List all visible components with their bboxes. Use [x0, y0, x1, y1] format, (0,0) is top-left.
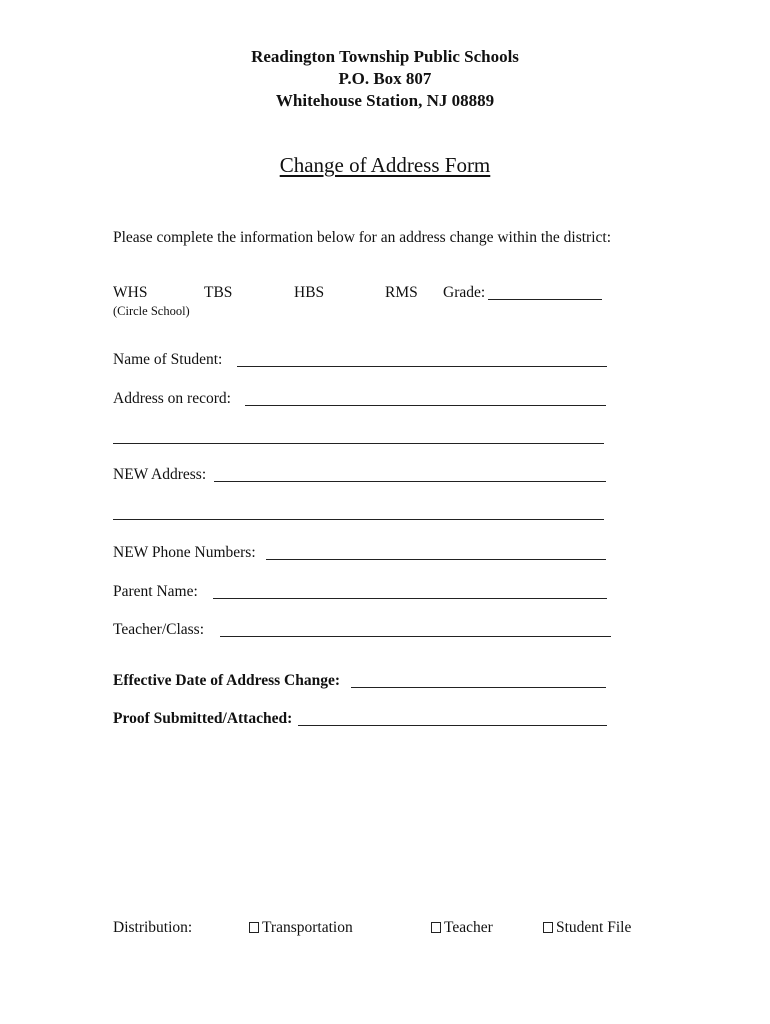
new-address-field[interactable] — [214, 481, 606, 482]
checkbox-icon[interactable] — [249, 922, 259, 933]
address-on-record-field[interactable] — [245, 405, 606, 406]
parent-name-label: Parent Name: — [113, 583, 198, 600]
school-option-tbs[interactable]: TBS — [204, 284, 233, 301]
grade-label: Grade: — [443, 284, 486, 301]
distribution-label: Distribution: — [113, 919, 193, 936]
district-name: Readington Township Public Schools — [251, 47, 519, 66]
new-phone-label: NEW Phone Numbers: — [113, 544, 256, 561]
school-option-rms[interactable]: RMS — [385, 284, 418, 301]
distribution-student-file[interactable] — [543, 918, 631, 938]
effective-date-label: Effective Date of Address Change: — [113, 672, 341, 689]
grade-field[interactable] — [488, 299, 602, 300]
distribution-transportation-label: Transportation — [262, 919, 353, 936]
parent-name-field[interactable] — [213, 598, 607, 599]
checkbox-icon[interactable] — [431, 922, 441, 933]
new-phone-field[interactable] — [266, 559, 606, 560]
proof-field[interactable] — [298, 725, 607, 726]
distribution-teacher[interactable] — [431, 918, 493, 938]
po-box: P.O. Box 807 — [338, 69, 432, 88]
proof-label: Proof Submitted/Attached: — [113, 710, 293, 727]
school-option-whs[interactable]: WHS — [113, 284, 148, 301]
new-address-label: NEW Address: — [113, 466, 207, 483]
student-name-label: Name of Student: — [113, 351, 223, 368]
distribution-student-file-label: Student File — [556, 919, 632, 936]
checkbox-icon[interactable] — [543, 922, 553, 933]
school-option-hbs[interactable]: HBS — [294, 284, 325, 301]
effective-date-field[interactable] — [351, 687, 606, 688]
distribution-teacher-label: Teacher — [444, 919, 493, 936]
instruction-text: Please complete the information below for an address change within the district: — [113, 229, 612, 246]
student-name-field[interactable] — [237, 366, 607, 367]
address-on-record-label: Address on record: — [113, 390, 231, 407]
new-address-field-line2[interactable] — [113, 519, 604, 520]
circle-school-note: (Circle School) — [113, 304, 190, 318]
teacher-class-field[interactable] — [220, 636, 611, 637]
address-on-record-field-line2[interactable] — [113, 443, 604, 444]
distribution-transportation[interactable] — [249, 918, 353, 938]
district-city: Whitehouse Station, NJ 08889 — [275, 91, 495, 110]
teacher-class-label: Teacher/Class: — [113, 621, 205, 638]
form-title: Change of Address Form — [279, 153, 491, 177]
